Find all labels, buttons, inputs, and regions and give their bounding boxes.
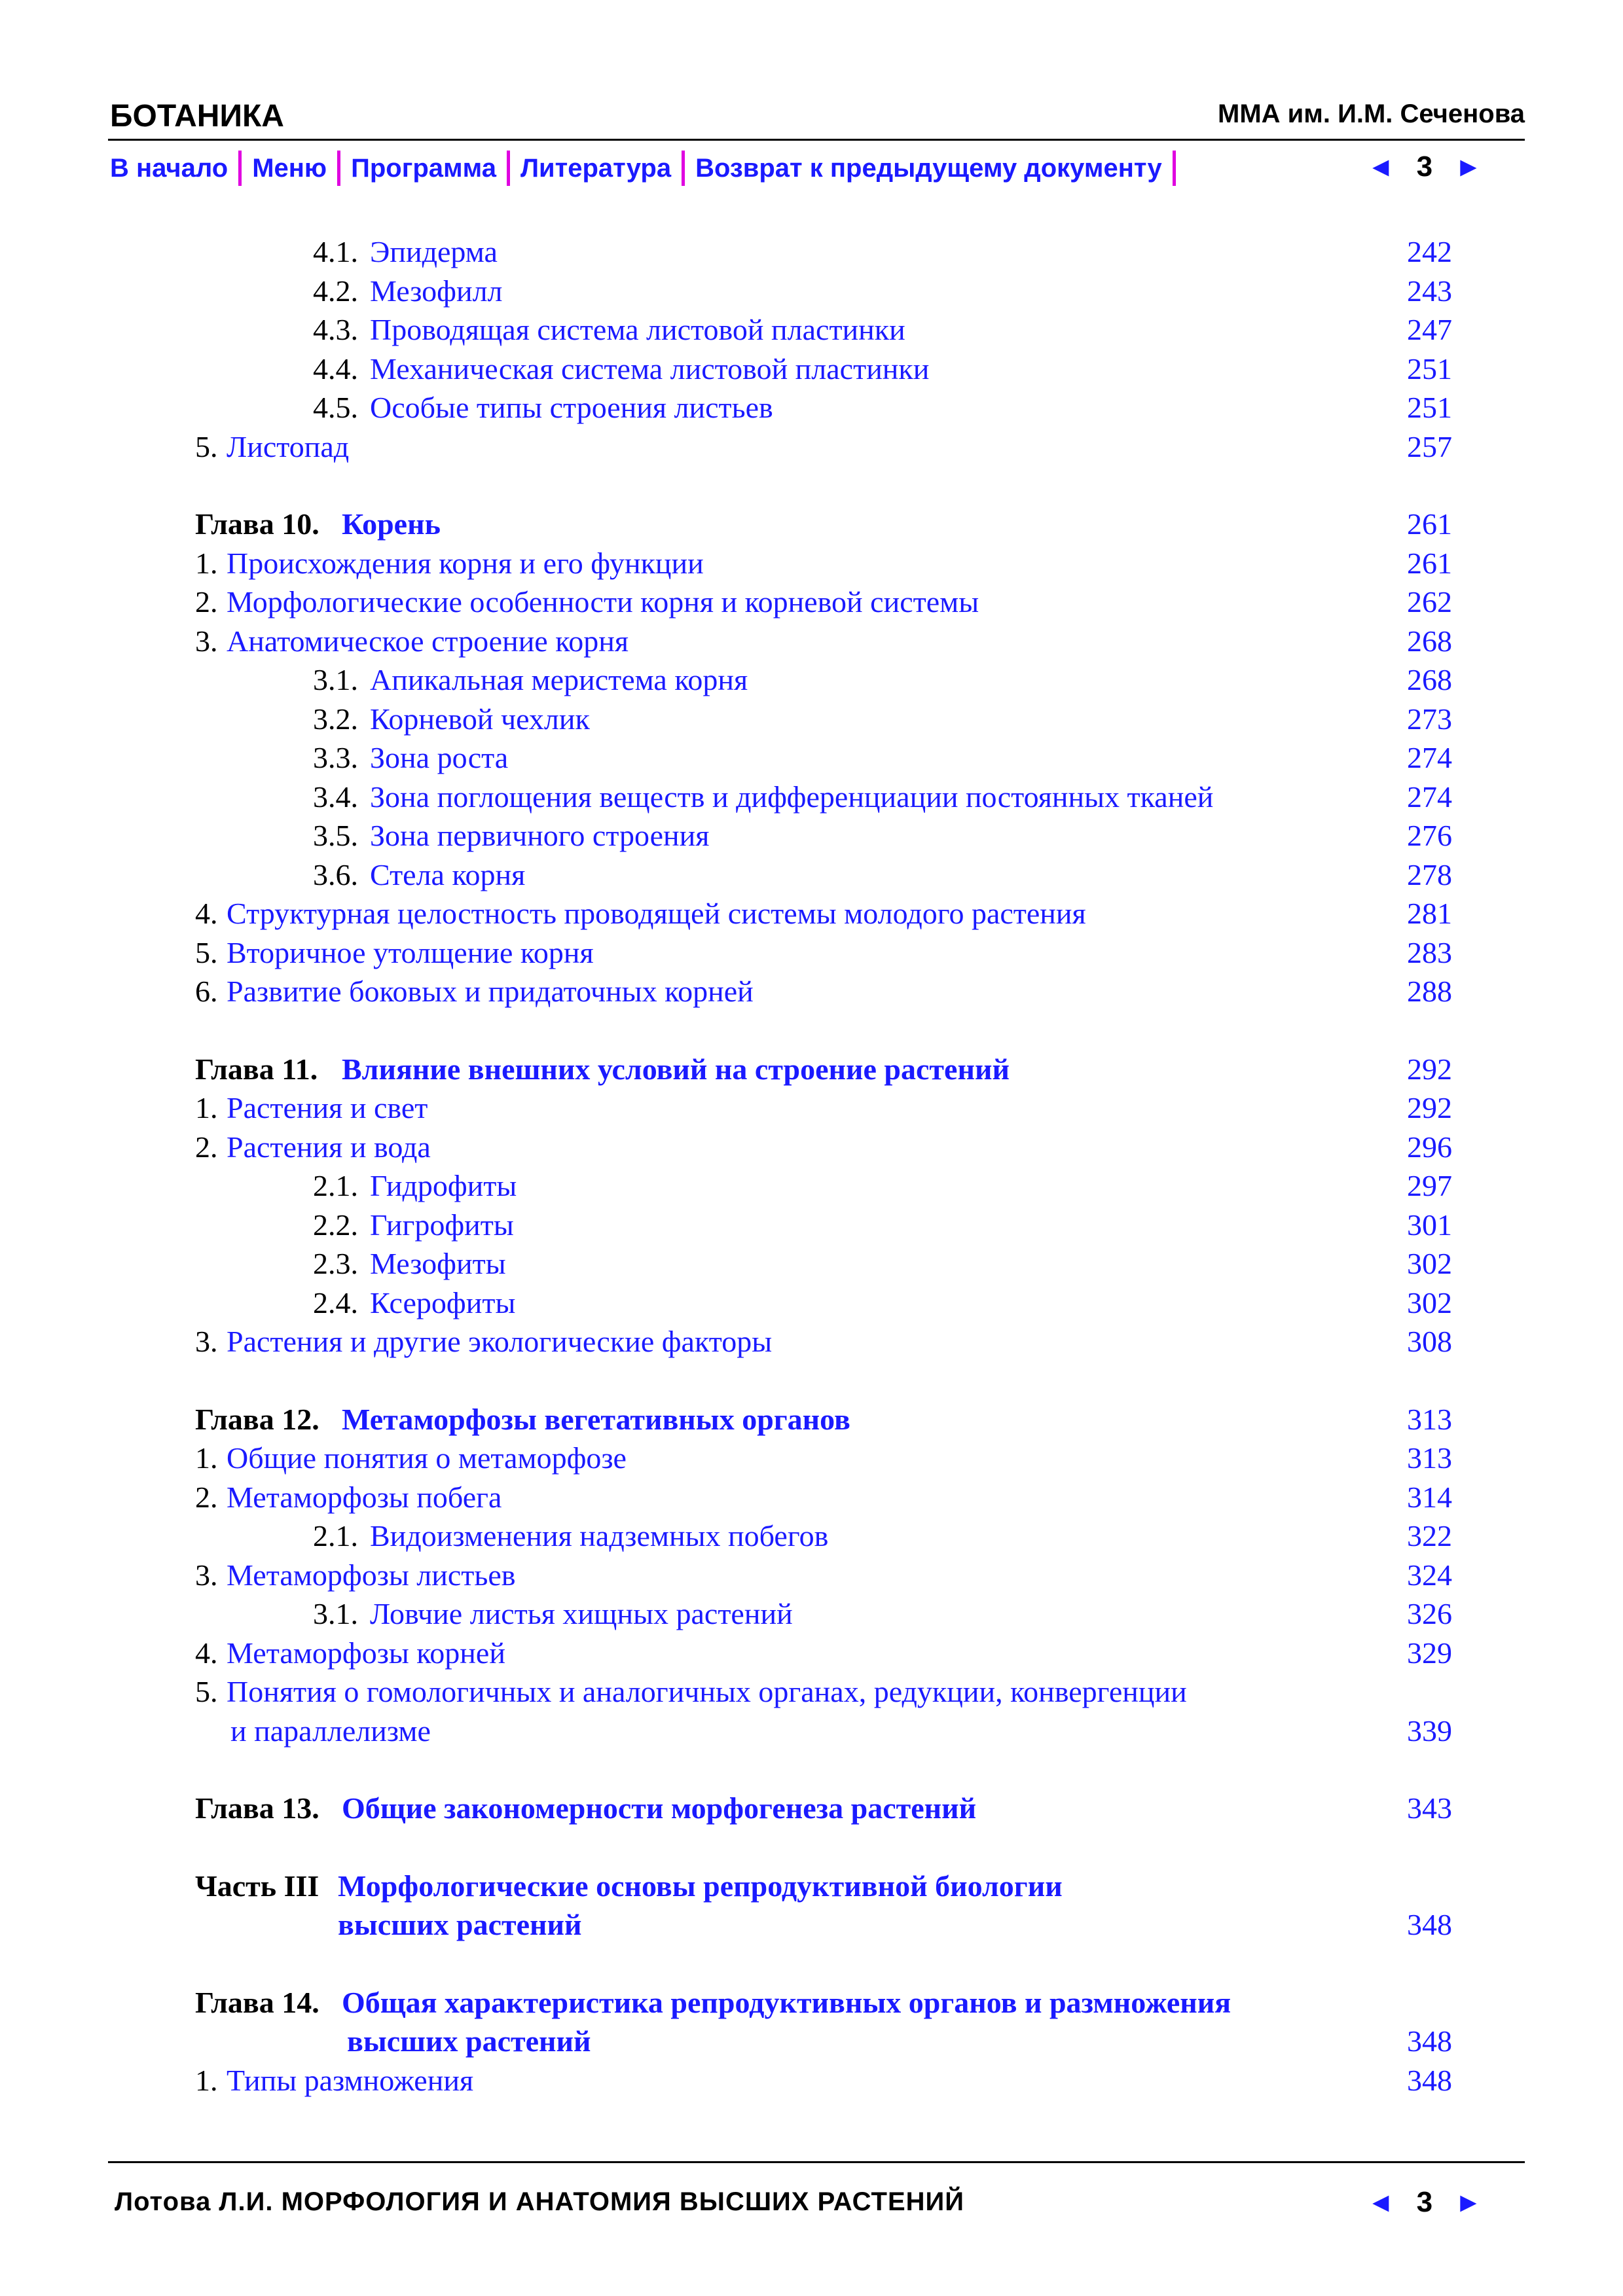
toc-page-link[interactable]: 313 <box>1407 1402 1452 1436</box>
toc-page-link[interactable]: 283 <box>1407 935 1452 969</box>
toc-title-link[interactable]: Корень <box>342 507 441 541</box>
toc-number: 2.1. <box>313 1169 358 1202</box>
toc-number: 2.3. <box>313 1247 358 1280</box>
toc-page-link[interactable]: 274 <box>1407 741 1452 774</box>
toc-entry[interactable] <box>0 1594 1623 1634</box>
toc-page-link[interactable]: 268 <box>1407 624 1452 658</box>
toc-entry[interactable] <box>0 778 1623 817</box>
toc-chapter-continuation[interactable] <box>0 2022 1623 2061</box>
toc-title-link[interactable]: Типы размножения <box>227 2063 474 2097</box>
toc-entry[interactable] <box>0 855 1623 895</box>
toc-page-link[interactable]: 313 <box>1407 1441 1452 1475</box>
nav-separator <box>507 151 510 186</box>
toc-entry[interactable] <box>0 310 1623 350</box>
toc-entry[interactable] <box>0 700 1623 739</box>
toc-entry[interactable] <box>0 1283 1623 1323</box>
toc-page-link[interactable]: 329 <box>1407 1636 1452 1670</box>
toc-title-link[interactable]: высших растений <box>338 1908 582 1941</box>
nav-separator <box>1173 151 1176 186</box>
nav-home-link[interactable]: В начало <box>110 153 228 183</box>
toc-entry[interactable] <box>0 388 1623 427</box>
toc-entry[interactable] <box>0 660 1623 700</box>
toc-title-link[interactable]: Апикальная меристема корня <box>370 663 748 696</box>
toc-page-link[interactable]: 302 <box>1407 1285 1452 1319</box>
toc-number: 3.5. <box>313 819 358 852</box>
toc-entry[interactable] <box>0 2061 1623 2100</box>
toc-entry[interactable] <box>0 1322 1623 1361</box>
toc-chapter-number: Глава 13. <box>195 1791 319 1825</box>
toc-number: 3.3. <box>313 741 358 774</box>
toc-title-link[interactable]: Морфологические основы репродуктивной биологии <box>338 1869 1063 1903</box>
toc-entry[interactable] <box>0 232 1623 272</box>
bottom-pager <box>1367 2186 1482 2219</box>
page-number: 3 <box>1416 151 1433 183</box>
toc-number: 2. <box>195 1480 218 1514</box>
table-of-contents <box>0 232 1623 2100</box>
footer-text: Лотова Л.И. МОРФОЛОГИЯ И АНАТОМИЯ ВЫСШИХ РАСТЕНИЙ <box>115 2187 965 2216</box>
toc-title-link[interactable]: Ксерофиты <box>370 1285 516 1319</box>
toc-title-link[interactable]: Ловчие листья хищных растений <box>370 1597 793 1630</box>
toc-page-link[interactable]: 326 <box>1407 1597 1452 1630</box>
footer-rule <box>108 2161 1525 2163</box>
toc-chapter-number: Глава 12. <box>195 1402 319 1436</box>
toc-title-link[interactable]: Растения и вода <box>227 1130 431 1164</box>
toc-title-link[interactable]: Механическая система листовой пластинки <box>370 351 930 386</box>
toc-chapter-number: Глава 14. <box>195 1985 319 2019</box>
toc-title-link[interactable]: Общие закономерности морфогенеза растений <box>342 1791 977 1825</box>
toc-title-link[interactable]: Влияние внешних условий на строение растений <box>342 1052 1010 1086</box>
prev-page-icon[interactable]: ◄ <box>1367 151 1395 182</box>
toc-page-link[interactable]: 247 <box>1407 313 1452 346</box>
toc-title-link[interactable]: Метаморфозы листьев <box>227 1558 516 1592</box>
toc-title-link[interactable]: Структурная целостность проводящей системы молодого растения <box>227 897 1086 930</box>
toc-entry[interactable] <box>0 1166 1623 1206</box>
next-page-icon[interactable]: ► <box>1455 151 1482 182</box>
toc-title-link[interactable]: Метаморфозы побега <box>227 1480 502 1514</box>
toc-page-link[interactable]: 262 <box>1407 585 1452 619</box>
toc-page-link[interactable]: 343 <box>1407 1791 1452 1825</box>
toc-page-link[interactable]: 297 <box>1407 1169 1452 1202</box>
toc-title-link[interactable]: и параллелизме <box>230 1713 431 1748</box>
toc-page-link[interactable]: 308 <box>1407 1325 1452 1358</box>
toc-title-link[interactable]: Развитие боковых и придаточных корней <box>227 975 754 1008</box>
nav-menu-link[interactable]: Меню <box>252 153 327 183</box>
toc-title-link[interactable]: Общие понятия о метаморфозе <box>227 1441 627 1475</box>
toc-entry[interactable] <box>0 1088 1623 1128</box>
toc-page-link[interactable]: 273 <box>1407 702 1452 736</box>
toc-title-link[interactable]: Метаморфозы вегетативных органов <box>342 1402 850 1436</box>
toc-part-number: Часть III <box>195 1869 319 1903</box>
toc-title-link[interactable]: Стела корня <box>370 857 526 891</box>
toc-chapter[interactable] <box>0 1050 1623 1089</box>
toc-title-link[interactable]: Мезофилл <box>370 274 503 308</box>
toc-number: 3.1. <box>313 1597 358 1630</box>
toc-title-link[interactable]: Происхождения корня и его функции <box>227 546 704 580</box>
toc-title-link[interactable]: высших растений <box>347 2024 591 2058</box>
toc-part-continuation[interactable] <box>0 1905 1623 1945</box>
toc-entry[interactable] <box>0 1244 1623 1283</box>
toc-number: 4. <box>195 1636 218 1670</box>
toc-entry[interactable] <box>0 1206 1623 1245</box>
toc-entry[interactable] <box>0 544 1623 583</box>
toc-entry[interactable] <box>0 1634 1623 1673</box>
header-institution: ММА им. И.М. Сеченова <box>1218 99 1525 128</box>
toc-number: 6. <box>195 975 218 1008</box>
toc-title-link[interactable]: Корневой чехлик <box>370 702 590 736</box>
toc-chapter-number: Глава 10. <box>195 507 319 541</box>
toc-page-link[interactable]: 242 <box>1407 235 1452 268</box>
toc-number: 3. <box>195 1558 218 1592</box>
toc-entry-continuation[interactable] <box>0 1712 1623 1751</box>
toc-number: 5. <box>195 429 218 463</box>
toc-page-link[interactable]: 292 <box>1407 1091 1452 1124</box>
toc-entry[interactable] <box>0 933 1623 973</box>
toc-title-link[interactable]: Проводящая система листовой пластинки <box>370 313 905 346</box>
toc-page-link[interactable]: 348 <box>1407 1908 1452 1941</box>
toc-page-link[interactable]: 251 <box>1407 391 1452 424</box>
toc-number: 1. <box>195 2063 218 2097</box>
toc-chapter[interactable] <box>0 505 1623 544</box>
toc-page-link[interactable]: 339 <box>1407 1713 1452 1748</box>
toc-page-link[interactable]: 278 <box>1407 857 1452 891</box>
toc-title-link[interactable]: Зона роста <box>370 741 509 774</box>
toc-page-link[interactable]: 281 <box>1407 897 1452 930</box>
toc-entry[interactable] <box>0 622 1623 661</box>
nav-program-link[interactable]: Программа <box>351 153 496 183</box>
toc-page-link[interactable]: 302 <box>1407 1247 1452 1280</box>
toc-page-link[interactable]: 296 <box>1407 1130 1452 1164</box>
toc-title-link[interactable]: Гидрофиты <box>370 1169 517 1202</box>
toc-chapter-number: Глава 11. <box>195 1052 318 1086</box>
toc-title-link[interactable]: Зона поглощения веществ и дифференциации постоянных тканей <box>370 780 1214 814</box>
header-title: БОТАНИКА <box>110 99 284 134</box>
header-rule <box>108 139 1525 141</box>
toc-title-link[interactable]: Гигрофиты <box>370 1208 514 1242</box>
toc-entry[interactable] <box>0 1516 1623 1556</box>
toc-title-link[interactable]: Эпидерма <box>370 235 498 268</box>
toc-number: 2.4. <box>313 1285 358 1319</box>
toc-entry[interactable] <box>0 894 1623 933</box>
toc-page-link[interactable]: 288 <box>1407 975 1452 1008</box>
toc-entry[interactable] <box>0 583 1623 622</box>
toc-page-link[interactable]: 292 <box>1407 1052 1452 1086</box>
toc-chapter[interactable] <box>0 1789 1623 1828</box>
top-nav <box>110 151 1186 186</box>
toc-page-link[interactable]: 314 <box>1407 1480 1452 1514</box>
toc-entry[interactable] <box>0 972 1623 1011</box>
toc-entry[interactable] <box>0 1672 1623 1712</box>
toc-entry[interactable] <box>0 1439 1623 1478</box>
toc-number: 1. <box>195 546 218 580</box>
toc-number: 4.1. <box>313 235 358 268</box>
toc-entry[interactable] <box>0 1128 1623 1167</box>
toc-number: 4.2. <box>313 274 358 308</box>
toc-entry[interactable] <box>0 272 1623 311</box>
toc-entry[interactable] <box>0 816 1623 855</box>
toc-title-link[interactable]: Общая характеристика репродуктивных органов и размножения <box>342 1985 1231 2019</box>
toc-number: 3.6. <box>313 857 358 891</box>
nav-literature-link[interactable]: Литература <box>520 153 672 183</box>
toc-page-link[interactable]: 274 <box>1407 780 1452 814</box>
toc-number: 3.4. <box>313 780 358 814</box>
nav-separator <box>682 151 685 186</box>
toc-title-link[interactable]: Морфологические особенности корня и корневой системы <box>227 585 979 619</box>
toc-page-link[interactable]: 301 <box>1407 1208 1452 1242</box>
toc-page-link[interactable]: 324 <box>1407 1558 1452 1592</box>
toc-number: 4. <box>195 897 218 930</box>
toc-title-link[interactable]: Вторичное утолщение корня <box>227 935 594 969</box>
toc-page-link[interactable]: 276 <box>1407 819 1452 852</box>
toc-page-link[interactable]: 268 <box>1407 663 1452 696</box>
toc-number: 4.4. <box>313 351 358 386</box>
toc-page-link[interactable]: 257 <box>1407 429 1452 463</box>
toc-number: 3. <box>195 624 218 658</box>
toc-chapter[interactable] <box>0 1983 1623 2022</box>
toc-title-link[interactable]: Особые типы строения листьев <box>370 391 773 424</box>
toc-title-link[interactable]: Анатомическое строение корня <box>227 624 629 658</box>
toc-title-link[interactable]: Понятия о гомологичных и аналогичных органах, редукции, конвергенции <box>227 1675 1187 1708</box>
nav-back-link[interactable]: Возврат к предыдущему документу <box>695 153 1162 183</box>
toc-number: 5. <box>195 1675 218 1708</box>
prev-page-icon[interactable]: ◄ <box>1367 2187 1395 2217</box>
toc-number: 2.2. <box>313 1208 358 1242</box>
toc-title-link[interactable]: Мезофиты <box>370 1247 506 1280</box>
toc-entry[interactable] <box>0 1478 1623 1517</box>
toc-page-link[interactable]: 348 <box>1407 2024 1452 2058</box>
top-pager <box>1367 151 1482 183</box>
toc-title-link[interactable]: Зона первичного строения <box>370 819 710 852</box>
toc-number: 1. <box>195 1441 218 1475</box>
toc-number: 2. <box>195 1130 218 1164</box>
toc-title-link[interactable]: Растения и другие экологические факторы <box>227 1325 773 1358</box>
toc-number: 3.1. <box>313 663 358 696</box>
toc-number: 4.3. <box>313 313 358 346</box>
toc-part[interactable] <box>0 1867 1623 1906</box>
toc-page-link[interactable]: 261 <box>1407 507 1452 541</box>
toc-number: 5. <box>195 935 218 969</box>
toc-number: 3.2. <box>313 702 358 736</box>
toc-page-link[interactable]: 348 <box>1407 2063 1452 2097</box>
toc-number: 2. <box>195 585 218 619</box>
toc-entry[interactable] <box>0 350 1623 389</box>
next-page-icon[interactable]: ► <box>1455 2187 1482 2217</box>
toc-number: 1. <box>195 1091 218 1124</box>
toc-page-link[interactable]: 251 <box>1407 351 1452 386</box>
toc-entry[interactable] <box>0 1556 1623 1595</box>
toc-chapter[interactable] <box>0 1400 1623 1439</box>
toc-entry[interactable] <box>0 427 1623 467</box>
toc-title-link[interactable]: Метаморфозы корней <box>227 1636 505 1670</box>
nav-separator <box>337 151 340 186</box>
toc-title-link[interactable]: Видоизменения надземных побегов <box>370 1519 829 1552</box>
toc-number: 4.5. <box>313 391 358 424</box>
toc-title-link[interactable]: Листопад <box>227 429 350 463</box>
toc-number: 3. <box>195 1325 218 1358</box>
toc-page-link[interactable]: 322 <box>1407 1519 1452 1552</box>
toc-page-link[interactable]: 243 <box>1407 274 1452 308</box>
nav-separator <box>238 151 242 186</box>
toc-entry[interactable] <box>0 738 1623 778</box>
page-number: 3 <box>1416 2186 1433 2218</box>
toc-title-link[interactable]: Растения и свет <box>227 1091 428 1124</box>
toc-number: 2.1. <box>313 1519 358 1552</box>
toc-page-link[interactable]: 261 <box>1407 546 1452 580</box>
